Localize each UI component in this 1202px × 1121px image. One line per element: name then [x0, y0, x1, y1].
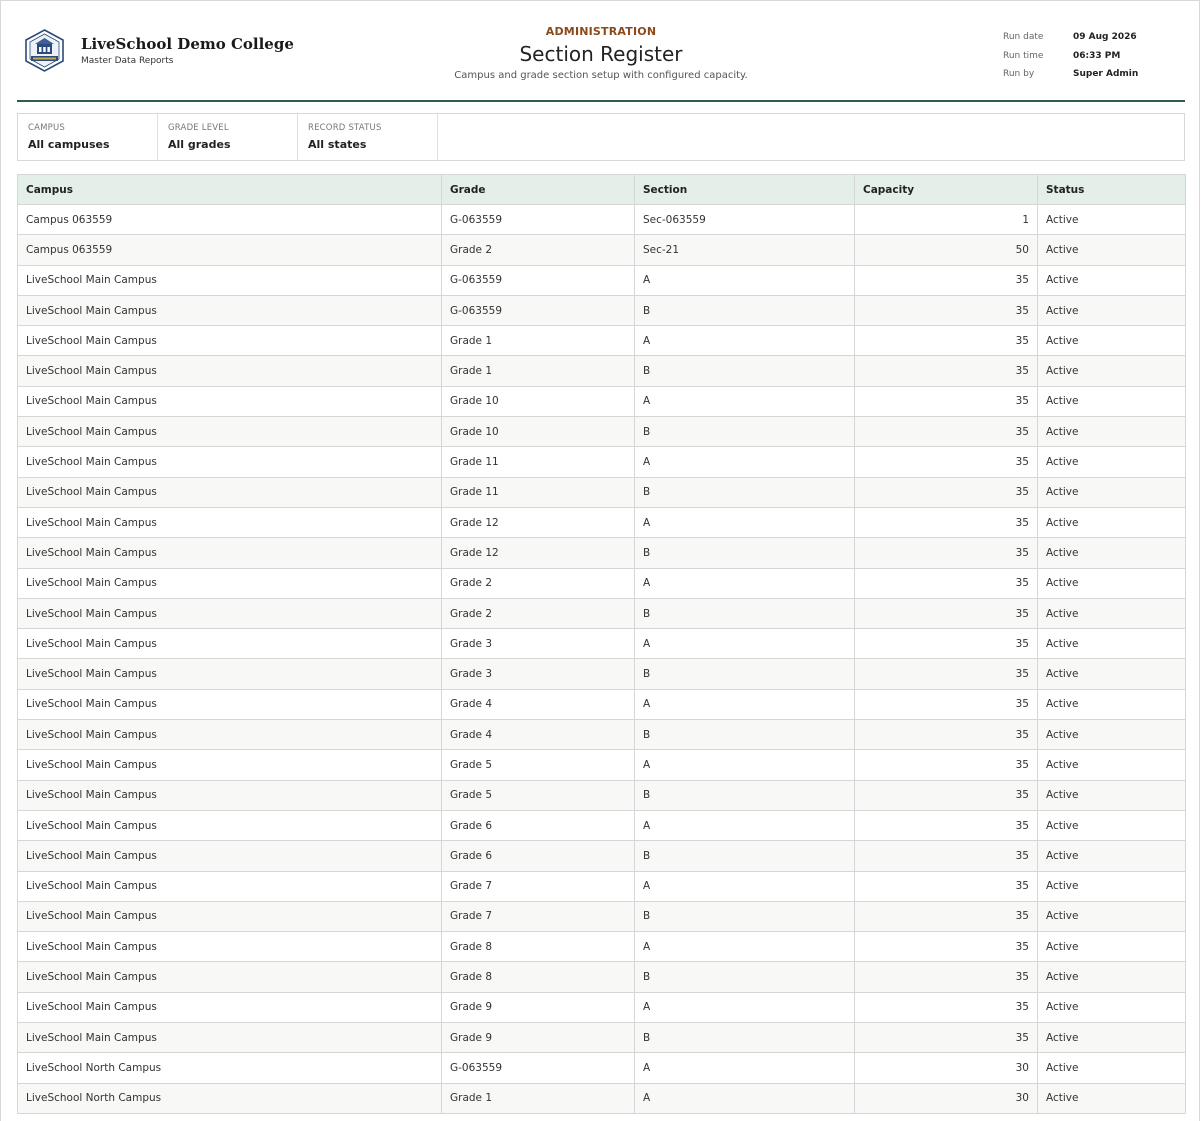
cell-status: Active — [1038, 659, 1186, 689]
cell-status: Active — [1038, 1083, 1186, 1113]
cell-section: A — [635, 326, 855, 356]
cell-campus: LiveSchool Main Campus — [18, 780, 442, 810]
cell-campus: LiveSchool Main Campus — [18, 538, 442, 568]
cell-capacity: 35 — [855, 356, 1038, 386]
cell-capacity: 35 — [855, 659, 1038, 689]
table-row — [18, 962, 1186, 992]
cell-capacity: 50 — [855, 235, 1038, 265]
cell-grade: Grade 10 — [442, 386, 635, 416]
table-row — [18, 417, 1186, 447]
meta-label: Run by — [1003, 69, 1035, 80]
cell-status: Active — [1038, 750, 1186, 780]
column-header-grade: Grade — [442, 175, 635, 205]
cell-capacity: 30 — [855, 1083, 1038, 1113]
cell-capacity: 35 — [855, 1023, 1038, 1053]
filter-label: CAMPUS — [28, 123, 66, 133]
cell-grade: Grade 2 — [442, 568, 635, 598]
cell-status: Active — [1038, 417, 1186, 447]
table-row — [18, 205, 1186, 235]
cell-campus: LiveSchool Main Campus — [18, 810, 442, 840]
cell-capacity: 35 — [855, 962, 1038, 992]
table-row — [18, 326, 1186, 356]
cell-grade: Grade 9 — [442, 992, 635, 1022]
cell-capacity: 35 — [855, 295, 1038, 325]
cell-section: A — [635, 750, 855, 780]
cell-section: B — [635, 477, 855, 507]
table-row — [18, 629, 1186, 659]
section-register-table — [17, 174, 1185, 1114]
cell-campus: LiveSchool North Campus — [18, 1053, 442, 1083]
cell-capacity: 35 — [855, 538, 1038, 568]
cell-section: B — [635, 295, 855, 325]
cell-status: Active — [1038, 538, 1186, 568]
cell-grade: Grade 8 — [442, 962, 635, 992]
filter-label: GRADE LEVEL — [168, 123, 229, 133]
cell-capacity: 35 — [855, 720, 1038, 750]
cell-campus: LiveSchool Main Campus — [18, 265, 442, 295]
table-row — [18, 659, 1186, 689]
cell-section: B — [635, 598, 855, 628]
table-row — [18, 568, 1186, 598]
cell-grade: Grade 12 — [442, 507, 635, 537]
cell-capacity: 35 — [855, 629, 1038, 659]
report-description: Campus and grade section setup with configured capacity. — [454, 70, 748, 81]
cell-status: Active — [1038, 295, 1186, 325]
filter-record-status — [298, 114, 438, 160]
cell-grade: G-063559 — [442, 205, 635, 235]
cell-grade: Grade 8 — [442, 932, 635, 962]
cell-section: Sec-21 — [635, 235, 855, 265]
cell-grade: G-063559 — [442, 1053, 635, 1083]
college-crest-icon — [24, 29, 65, 72]
cell-capacity: 35 — [855, 871, 1038, 901]
cell-section: A — [635, 1053, 855, 1083]
cell-status: Active — [1038, 901, 1186, 931]
table-row — [18, 992, 1186, 1022]
cell-status: Active — [1038, 205, 1186, 235]
report-category: ADMINISTRATION — [545, 25, 657, 38]
cell-campus: LiveSchool Main Campus — [18, 477, 442, 507]
cell-status: Active — [1038, 235, 1186, 265]
cell-section: B — [635, 659, 855, 689]
filter-value: All campuses — [28, 138, 110, 151]
cell-capacity: 35 — [855, 568, 1038, 598]
table-row — [18, 901, 1186, 931]
meta-value: 09 Aug 2026 — [1073, 32, 1137, 43]
cell-section: A — [635, 447, 855, 477]
column-header-capacity: Capacity — [855, 175, 1038, 205]
cell-status: Active — [1038, 992, 1186, 1022]
cell-grade: Grade 6 — [442, 841, 635, 871]
cell-campus: LiveSchool Main Campus — [18, 447, 442, 477]
cell-grade: G-063559 — [442, 265, 635, 295]
cell-campus: LiveSchool Main Campus — [18, 295, 442, 325]
cell-campus: LiveSchool Main Campus — [18, 598, 442, 628]
cell-grade: Grade 5 — [442, 750, 635, 780]
table-row — [18, 780, 1186, 810]
filter-value: All states — [308, 138, 367, 151]
cell-capacity: 35 — [855, 326, 1038, 356]
table-row — [18, 386, 1186, 416]
filter-campus — [18, 114, 158, 160]
cell-capacity: 35 — [855, 810, 1038, 840]
cell-status: Active — [1038, 477, 1186, 507]
cell-grade: Grade 1 — [442, 356, 635, 386]
table-row — [18, 720, 1186, 750]
cell-campus: LiveSchool Main Campus — [18, 901, 442, 931]
cell-grade: Grade 1 — [442, 326, 635, 356]
cell-status: Active — [1038, 720, 1186, 750]
cell-capacity: 35 — [855, 507, 1038, 537]
cell-section: B — [635, 417, 855, 447]
cell-status: Active — [1038, 810, 1186, 840]
cell-capacity: 35 — [855, 750, 1038, 780]
cell-capacity: 35 — [855, 901, 1038, 931]
cell-status: Active — [1038, 326, 1186, 356]
cell-campus: LiveSchool Main Campus — [18, 932, 442, 962]
table-row — [18, 871, 1186, 901]
cell-campus: LiveSchool Main Campus — [18, 507, 442, 537]
cell-section: A — [635, 689, 855, 719]
cell-grade: Grade 10 — [442, 417, 635, 447]
cell-campus: Campus 063559 — [18, 205, 442, 235]
cell-campus: LiveSchool Main Campus — [18, 659, 442, 689]
cell-campus: LiveSchool Main Campus — [18, 750, 442, 780]
cell-section: A — [635, 386, 855, 416]
cell-capacity: 35 — [855, 477, 1038, 507]
run-time-row — [1003, 47, 1138, 66]
table-row — [18, 295, 1186, 325]
cell-section: A — [635, 932, 855, 962]
table-row — [18, 1023, 1186, 1053]
cell-grade: Grade 3 — [442, 659, 635, 689]
cell-grade: Grade 11 — [442, 447, 635, 477]
cell-campus: LiveSchool Main Campus — [18, 841, 442, 871]
table-row — [18, 598, 1186, 628]
cell-capacity: 35 — [855, 598, 1038, 628]
cell-section: A — [635, 507, 855, 537]
cell-grade: Grade 2 — [442, 598, 635, 628]
column-header-section: Section — [635, 175, 855, 205]
cell-campus: LiveSchool Main Campus — [18, 871, 442, 901]
cell-capacity: 1 — [855, 205, 1038, 235]
cell-status: Active — [1038, 265, 1186, 295]
table-row — [18, 356, 1186, 386]
cell-campus: LiveSchool Main Campus — [18, 1023, 442, 1053]
cell-capacity: 35 — [855, 265, 1038, 295]
cell-capacity: 35 — [855, 780, 1038, 810]
table-row — [18, 507, 1186, 537]
cell-grade: Grade 6 — [442, 810, 635, 840]
column-header-status: Status — [1038, 175, 1186, 205]
cell-grade: G-063559 — [442, 295, 635, 325]
cell-grade: Grade 1 — [442, 1083, 635, 1113]
cell-campus: LiveSchool Main Campus — [18, 568, 442, 598]
cell-section: A — [635, 629, 855, 659]
cell-grade: Grade 12 — [442, 538, 635, 568]
cell-status: Active — [1038, 1023, 1186, 1053]
cell-section: A — [635, 871, 855, 901]
cell-campus: Campus 063559 — [18, 235, 442, 265]
cell-grade: Grade 4 — [442, 689, 635, 719]
table-row — [18, 538, 1186, 568]
cell-grade: Grade 11 — [442, 477, 635, 507]
run-by-row — [1003, 65, 1138, 84]
cell-section: B — [635, 901, 855, 931]
column-header-campus: Campus — [18, 175, 442, 205]
cell-section: A — [635, 1083, 855, 1113]
cell-grade: Grade 2 — [442, 235, 635, 265]
report-header — [17, 1, 1185, 102]
table-row — [18, 689, 1186, 719]
cell-campus: LiveSchool Main Campus — [18, 629, 442, 659]
table-row — [18, 810, 1186, 840]
cell-grade: Grade 5 — [442, 780, 635, 810]
run-date-row — [1003, 28, 1138, 47]
cell-campus: LiveSchool Main Campus — [18, 962, 442, 992]
cell-section: Sec-063559 — [635, 205, 855, 235]
cell-capacity: 30 — [855, 1053, 1038, 1083]
cell-section: A — [635, 810, 855, 840]
cell-campus: LiveSchool Main Campus — [18, 386, 442, 416]
cell-capacity: 35 — [855, 932, 1038, 962]
cell-grade: Grade 7 — [442, 901, 635, 931]
table-row — [18, 1083, 1186, 1113]
cell-campus: LiveSchool Main Campus — [18, 992, 442, 1022]
cell-status: Active — [1038, 356, 1186, 386]
cell-status: Active — [1038, 689, 1186, 719]
table-row — [18, 265, 1186, 295]
cell-campus: LiveSchool Main Campus — [18, 356, 442, 386]
page-title: Section Register — [519, 42, 683, 66]
cell-grade: Grade 9 — [442, 1023, 635, 1053]
filter-grade-level — [158, 114, 298, 160]
college-subtitle: Master Data Reports — [81, 56, 174, 66]
cell-section: A — [635, 992, 855, 1022]
cell-section: A — [635, 265, 855, 295]
cell-capacity: 35 — [855, 417, 1038, 447]
meta-value: Super Admin — [1073, 69, 1139, 80]
college-name: LiveSchool Demo College — [81, 35, 294, 53]
cell-grade: Grade 3 — [442, 629, 635, 659]
cell-status: Active — [1038, 507, 1186, 537]
cell-section: B — [635, 356, 855, 386]
table-row — [18, 932, 1186, 962]
cell-section: B — [635, 841, 855, 871]
cell-status: Active — [1038, 598, 1186, 628]
cell-campus: LiveSchool Main Campus — [18, 689, 442, 719]
cell-campus: LiveSchool Main Campus — [18, 326, 442, 356]
cell-section: B — [635, 720, 855, 750]
table-row — [18, 841, 1186, 871]
cell-status: Active — [1038, 932, 1186, 962]
cell-status: Active — [1038, 386, 1186, 416]
cell-status: Active — [1038, 871, 1186, 901]
meta-label: Run time — [1003, 50, 1044, 61]
filter-value: All grades — [168, 138, 231, 151]
cell-status: Active — [1038, 962, 1186, 992]
table-row — [18, 447, 1186, 477]
cell-section: B — [635, 538, 855, 568]
table-row — [18, 477, 1186, 507]
cell-status: Active — [1038, 780, 1186, 810]
cell-status: Active — [1038, 1053, 1186, 1083]
cell-status: Active — [1038, 568, 1186, 598]
cell-campus: LiveSchool Main Campus — [18, 720, 442, 750]
table-row — [18, 1053, 1186, 1083]
cell-campus: LiveSchool North Campus — [18, 1083, 442, 1113]
table-row — [18, 235, 1186, 265]
cell-campus: LiveSchool Main Campus — [18, 417, 442, 447]
table-row — [18, 750, 1186, 780]
cell-capacity: 35 — [855, 386, 1038, 416]
cell-capacity: 35 — [855, 689, 1038, 719]
cell-section: A — [635, 568, 855, 598]
cell-capacity: 35 — [855, 841, 1038, 871]
cell-status: Active — [1038, 629, 1186, 659]
cell-grade: Grade 7 — [442, 871, 635, 901]
filter-summary — [17, 113, 1185, 161]
cell-status: Active — [1038, 447, 1186, 477]
cell-capacity: 35 — [855, 447, 1038, 477]
cell-section: B — [635, 780, 855, 810]
cell-section: B — [635, 1023, 855, 1053]
cell-grade: Grade 4 — [442, 720, 635, 750]
meta-value: 06:33 PM — [1073, 50, 1121, 61]
cell-capacity: 35 — [855, 992, 1038, 1022]
run-metadata — [1003, 28, 1138, 84]
table-header-row — [18, 175, 1186, 205]
report-title-block — [401, 25, 801, 81]
cell-status: Active — [1038, 841, 1186, 871]
meta-label: Run date — [1003, 32, 1044, 43]
cell-section: B — [635, 962, 855, 992]
filter-label: RECORD STATUS — [308, 123, 382, 133]
